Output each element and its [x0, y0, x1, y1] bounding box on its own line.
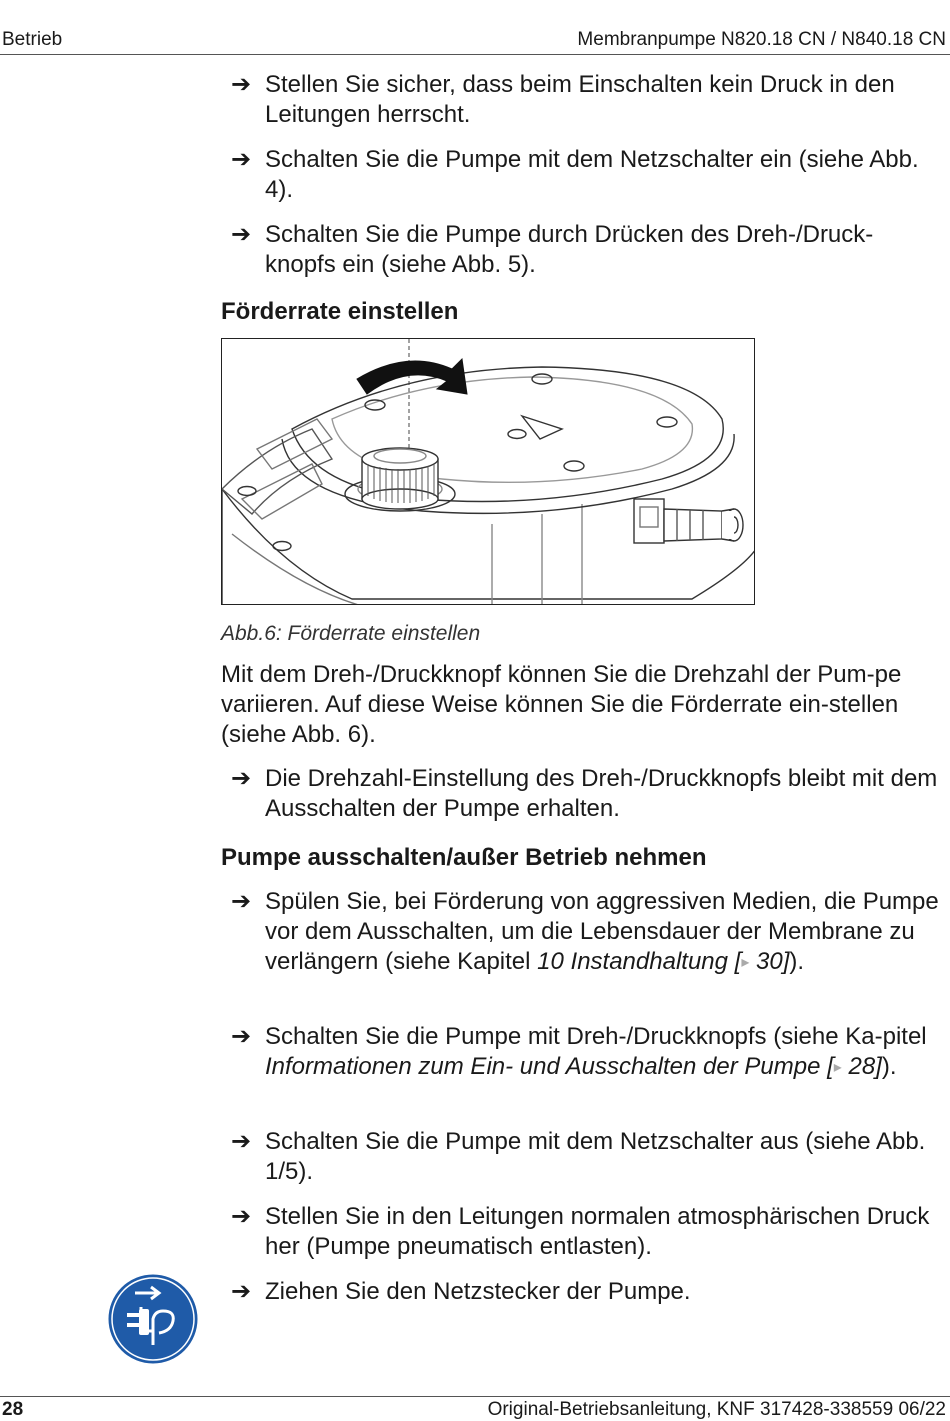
footer-document-info: Original-Betriebsanleitung, KNF 317428-338559 06/22	[487, 1399, 946, 1420]
arrow-icon: ➔	[231, 1023, 252, 1050]
step-mains-switch-off	[231, 1127, 941, 1187]
page-ref-triangle-icon: ▸	[741, 954, 750, 971]
step-text: Die Drehzahl-Einstellung des Dreh-/Druckknopfs bleibt mit dem Ausschalten der Pumpe erhalten.	[265, 765, 938, 822]
header-document-title: Membranpumpe N820.18 CN / N840.18 CN	[577, 29, 946, 50]
arrow-icon: ➔	[231, 146, 252, 173]
chapter-reference[interactable]: Informationen zum Ein- und Ausschalten der Pumpe	[265, 1053, 821, 1080]
figure-pump-knob	[221, 338, 755, 605]
arrow-icon: ➔	[231, 1128, 252, 1155]
step-text: Spülen Sie, bei Förderung von aggressiven Medien, die Pumpe vor dem Ausschalten, um die Lebensdauer der Membrane zu verlängern (siehe Kapitel 10 Instandhaltung [▸ 30]).	[231, 887, 941, 978]
step-check-pressure	[231, 70, 941, 130]
step-mains-switch-on	[231, 145, 941, 205]
chapter-reference[interactable]: 10 Instandhaltung	[537, 948, 728, 975]
arrow-icon: ➔	[231, 765, 252, 792]
step-text: Schalten Sie die Pumpe mit Dreh-/Druckknopfs (siehe Ka-pitel Informationen zum Ein- und Ausschalten der Pumpe [▸ 28]).	[231, 1022, 941, 1083]
unplug-sign-icon	[107, 1273, 199, 1365]
step-text: Ziehen Sie den Netzstecker der Pumpe.	[265, 1278, 691, 1305]
page-number: 28	[2, 1399, 24, 1420]
footer-divider	[0, 1396, 950, 1397]
step-speed-retained	[231, 764, 941, 824]
heading-switch-off: Pumpe ausschalten/außer Betrieb nehmen	[221, 844, 707, 871]
header-divider	[0, 54, 950, 55]
step-press-knob	[231, 220, 941, 280]
step-text: Schalten Sie die Pumpe durch Drücken des Dreh-/Druck-knopfs ein (siehe Abb. 5).	[265, 221, 874, 278]
page-ref-triangle-icon: ▸	[833, 1059, 842, 1076]
heading-set-flow-rate: Förderrate einstellen	[221, 298, 459, 325]
step-text: Schalten Sie die Pumpe mit dem Netzschalter aus (siehe Abb. 1/5).	[265, 1128, 926, 1185]
step-text: Schalten Sie die Pumpe mit dem Netzschalter ein (siehe Abb. 4).	[265, 146, 919, 203]
arrow-icon: ➔	[231, 221, 252, 248]
page-reference[interactable]: [▸ 28]	[827, 1053, 882, 1080]
arrow-icon: ➔	[231, 888, 252, 915]
paragraph-flow-rate: Mit dem Dreh-/Druckknopf können Sie die Drehzahl der Pum-pe variieren. Auf diese Weise können Sie die Förderrate ein-stellen (siehe Abb. 6).	[221, 661, 902, 748]
figure-caption: Abb.6: Förderrate einstellen	[221, 622, 481, 645]
arrow-icon: ➔	[231, 1278, 252, 1305]
arrow-icon: ➔	[231, 71, 252, 98]
step-text: Stellen Sie sicher, dass beim Einschalten kein Druck in den Leitungen herrscht.	[265, 71, 895, 128]
step-flush-pump	[231, 887, 941, 978]
step-knob-off	[231, 1022, 941, 1083]
arrow-icon: ➔	[231, 1203, 252, 1230]
step-text: Stellen Sie in den Leitungen normalen atmosphärischen Druck her (Pumpe pneumatisch entlasten).	[265, 1203, 930, 1260]
page-reference[interactable]: [▸ 30]	[735, 948, 790, 975]
pump-knob-illustration	[222, 339, 755, 605]
step-relieve-pressure	[231, 1202, 941, 1262]
header-section-label: Betrieb	[2, 29, 63, 50]
step-unplug	[231, 1277, 941, 1307]
